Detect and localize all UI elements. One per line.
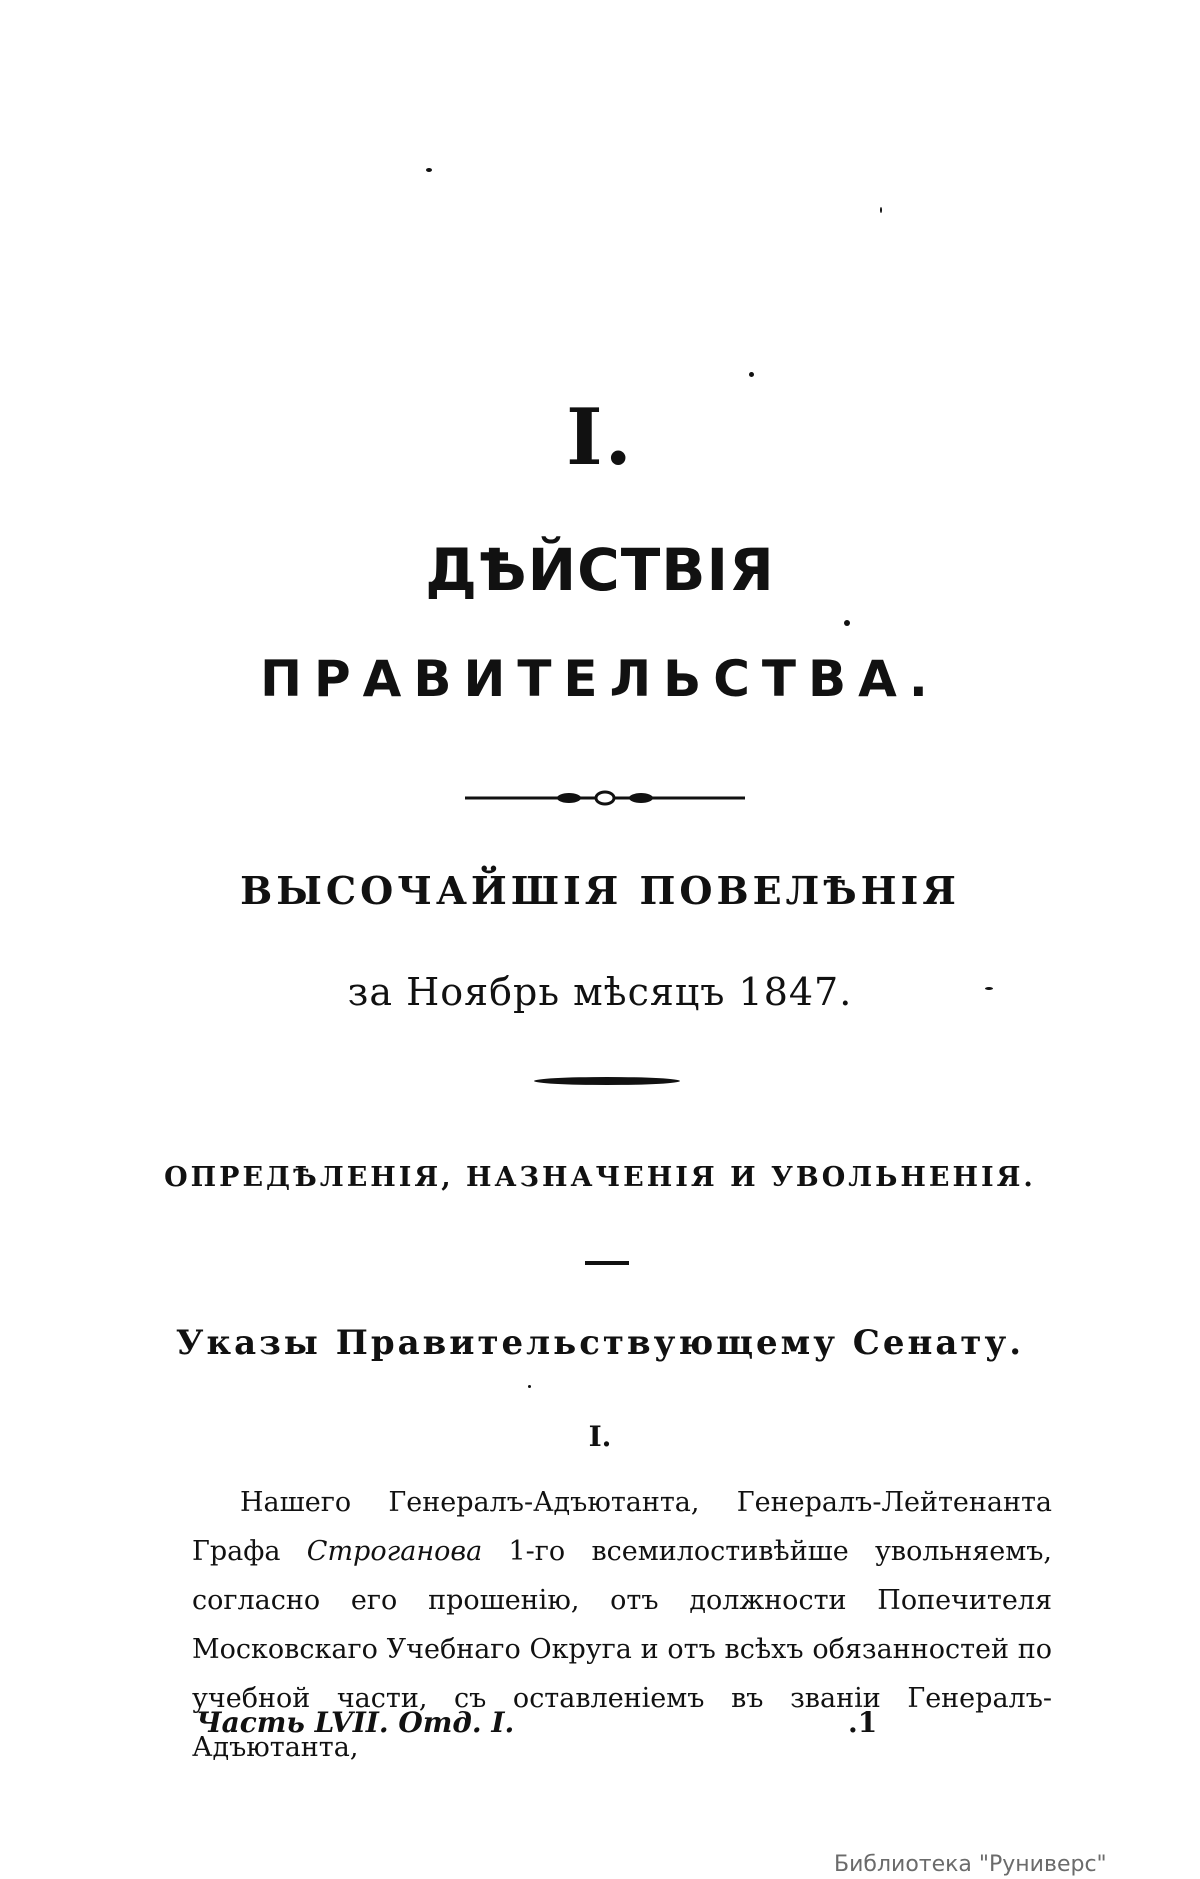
scan-speck: [426, 168, 432, 172]
rule-divider: [534, 1077, 680, 1085]
ornament-divider: [465, 787, 745, 809]
decrees-heading: Указы Правительствующему Сенату.: [175, 1323, 1025, 1363]
section-title-line2: ПРАВИТЕЛЬСТВА.: [260, 650, 940, 708]
section-title-line1: ДѢЙСТВІЯ: [425, 536, 775, 604]
date-line: за Ноябрь мѣсяцъ 1847.: [347, 970, 853, 1014]
scan-speck: [844, 620, 850, 626]
section-number: I.: [566, 392, 634, 483]
scan-speck: [749, 372, 754, 377]
footer-part-label: Часть LVII. Отд. I.: [196, 1706, 515, 1739]
person-name: Строганова: [306, 1536, 483, 1567]
body-text-part2: 1-го всемилостивѣйше увольняемъ, согласно его прошенію, отъ должности Попечителя Московскаго Учебнаго Округа и отъ всѣхъ обязанностей по учебной части, съ оставленіемъ въ званіи Генералъ-Адъютанта,: [192, 1536, 1053, 1763]
scan-speck: [528, 1385, 531, 1388]
body-text-part1: Нашего Генералъ-Адъютанта, Генералъ-Лейтенанта Графа: [192, 1487, 1052, 1567]
decrees-subtitle: ВЫСОЧАЙШІЯ ПОВЕЛѢНІЯ: [240, 868, 960, 913]
footer-signature-mark: .1: [848, 1706, 878, 1739]
library-watermark: Библиотека "Руниверс": [834, 1852, 1107, 1877]
short-rule: [585, 1261, 629, 1265]
decree-number: I.: [588, 1420, 612, 1453]
appointments-heading: ОПРЕДѢЛЕНІЯ, НАЗНАЧЕНІЯ И УВОЛЬНЕНІЯ.: [164, 1162, 1036, 1193]
scan-speck: [880, 207, 882, 213]
